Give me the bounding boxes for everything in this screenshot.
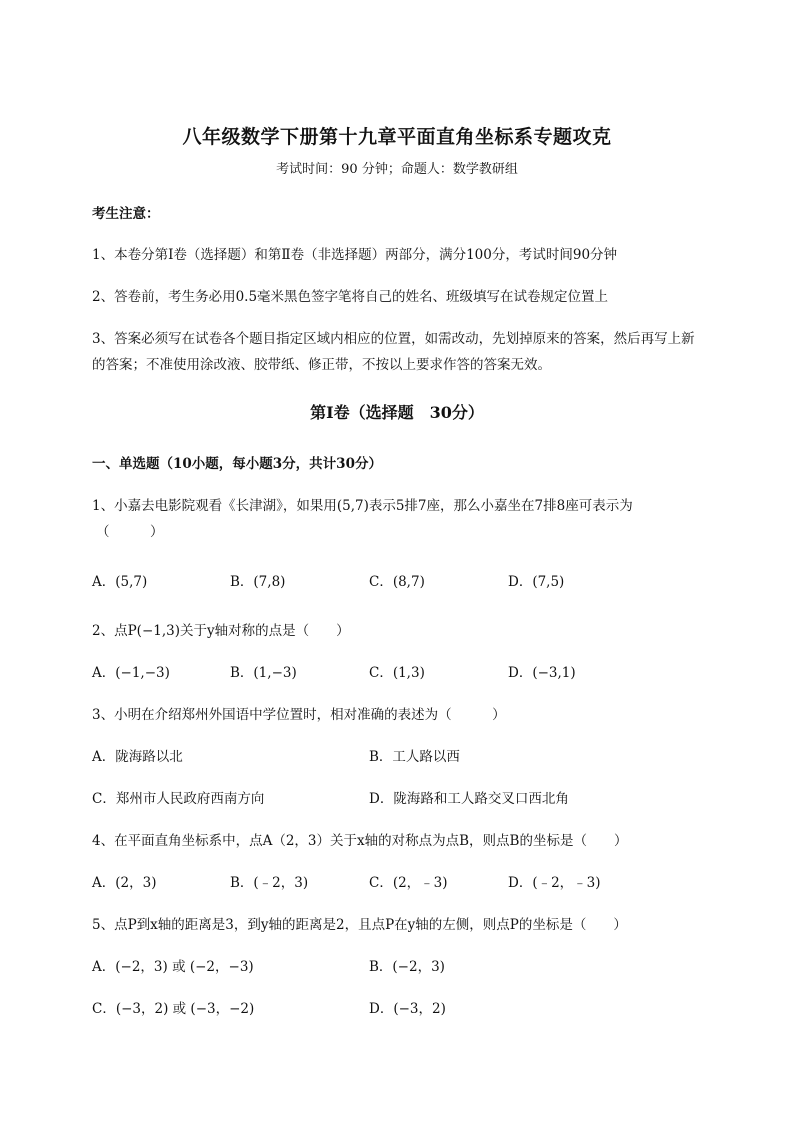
notice-heading: 考生注意：: [92, 206, 160, 222]
part-heading: 一、单选题（10小题，每小题3分，共计30分）: [92, 456, 382, 472]
question-4-option-c: C．(2，﹣3): [369, 875, 448, 891]
page-title: 八年级数学下册第十九章平面直角坐标系专题攻克: [182, 126, 612, 148]
question-5-stem: 5、点P到x轴的距离是3，到y轴的距离是2，且点P在y轴的左侧，则点P的坐标是（ ）: [92, 917, 627, 933]
question-2-option-b: B．(1,−3): [230, 665, 297, 681]
notice-item-continued: 的答案；不准使用涂改液、胶带纸、修正带，不按以上要求作答的答案无效。: [92, 357, 551, 373]
question-4-option-d: D．(﹣2，﹣3): [508, 875, 601, 891]
question-2-stem: 2、点P(−1,3)关于y轴对称的点是（ ）: [92, 623, 350, 639]
question-1-option-c: C．(8,7): [369, 574, 425, 590]
notice-item: 2、答卷前，考生务必用0.5毫米黑色签字笔将自己的姓名、班级填写在试卷规定位置上: [92, 289, 609, 305]
question-5-option-c: C．(−3，2) 或 (−3，−2): [92, 1001, 255, 1017]
question-3-stem: 3、小明在介绍郑州外国语中学位置时，相对准确的表述为（ ）: [92, 707, 506, 723]
question-3-option-b: B．工人路以西: [369, 749, 460, 765]
question-5-option-a: A．(−2，3) 或 (−2，−3): [92, 959, 254, 975]
question-2-option-a: A．(−1,−3): [92, 665, 170, 681]
question-1-option-d: D．(7,5): [508, 574, 565, 590]
question-3-option-d: D．陇海路和工人路交叉口西北角: [369, 791, 569, 807]
question-5-option-d: D．(−3，2): [369, 1001, 446, 1017]
question-1-option-b: B．(7,8): [230, 574, 286, 590]
notice-item: 3、答案必须写在试卷各个题目指定区域内相应的位置，如需改动，先划掉原来的答案，然后再写上新: [92, 331, 695, 347]
question-3-option-c: C．郑州市人民政府西南方向: [92, 791, 265, 807]
exam-info: 考试时间：90 分钟；命题人：数学教研组: [276, 162, 518, 177]
question-4-option-b: B．(﹣2，3): [230, 875, 309, 891]
question-1-stem-continued: （ ）: [96, 524, 164, 540]
notice-item: 1、本卷分第I卷（选择题）和第Ⅱ卷（非选择题）两部分，满分100分，考试时间90分钟: [92, 247, 618, 263]
question-4-option-a: A．(2，3): [92, 875, 157, 891]
question-2-option-d: D．(−3,1): [508, 665, 576, 681]
question-2-option-c: C．(1,3): [369, 665, 425, 681]
question-1-stem: 1、小嘉去电影院观看《长津湖》，如果用(5,7)表示5排7座，那么小嘉坐在7排8座可表示为: [92, 498, 633, 514]
question-4-stem: 4、在平面直角坐标系中，点A（2，3）关于x轴的对称点为点B，则点B的坐标是（ ）: [92, 833, 628, 849]
section-title: 第I卷（选择题 30分）: [310, 403, 484, 422]
question-3-option-a: A．陇海路以北: [92, 749, 183, 765]
question-1-option-a: A．(5,7): [92, 574, 148, 590]
question-5-option-b: B．(−2，3): [369, 959, 445, 975]
